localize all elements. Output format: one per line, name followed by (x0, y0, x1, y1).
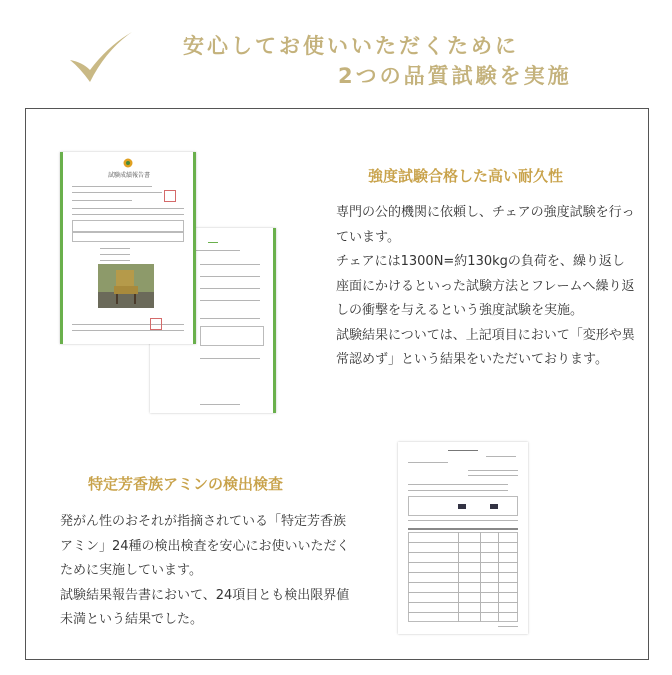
strength-paragraph-1: 専門の公的機関に依頼し、チェアの強度試験を行っています。 (336, 205, 635, 245)
agency-logo-icon (122, 158, 134, 168)
amine-section-title: 特定芳香族アミンの検出検査 (88, 475, 284, 493)
seal-stamp-2 (150, 318, 162, 330)
amine-description (60, 510, 356, 633)
strength-paragraph-2: チェアには1300N=約130kgの負荷を、繰り返し座面にかけるといった試験方法とフレームへ繰り返しの衝撃を与えるという強度試験を実施。 (336, 254, 635, 318)
strength-description (336, 201, 636, 373)
checkmark-icon (66, 28, 136, 88)
strength-section-title: 強度試験合格した高い耐久性 (368, 167, 564, 185)
chair-photo (98, 264, 154, 308)
header-line-2: 2つの品質試験を実施 (338, 64, 572, 88)
amine-paragraph-2: 試験結果報告書において、24項目とも検出限界値未満という結果でした。 (60, 587, 350, 627)
amine-paragraph-1: 発がん性のおそれが指摘されている「特定芳香族アミン」24種の検出検査を安心にお使いいただくために実施しています。 (60, 514, 350, 578)
strength-paragraph-3: 試験結果については、上記項目において「変形や異常認めず」という結果をいただいております。 (336, 327, 635, 367)
report-title: 試験成績報告書 (108, 172, 151, 179)
amine-test-report (398, 442, 528, 634)
header-line-1: 安心してお使いいただくために (183, 34, 519, 58)
test-report-front-page (60, 152, 196, 344)
seal-stamp (164, 190, 176, 202)
